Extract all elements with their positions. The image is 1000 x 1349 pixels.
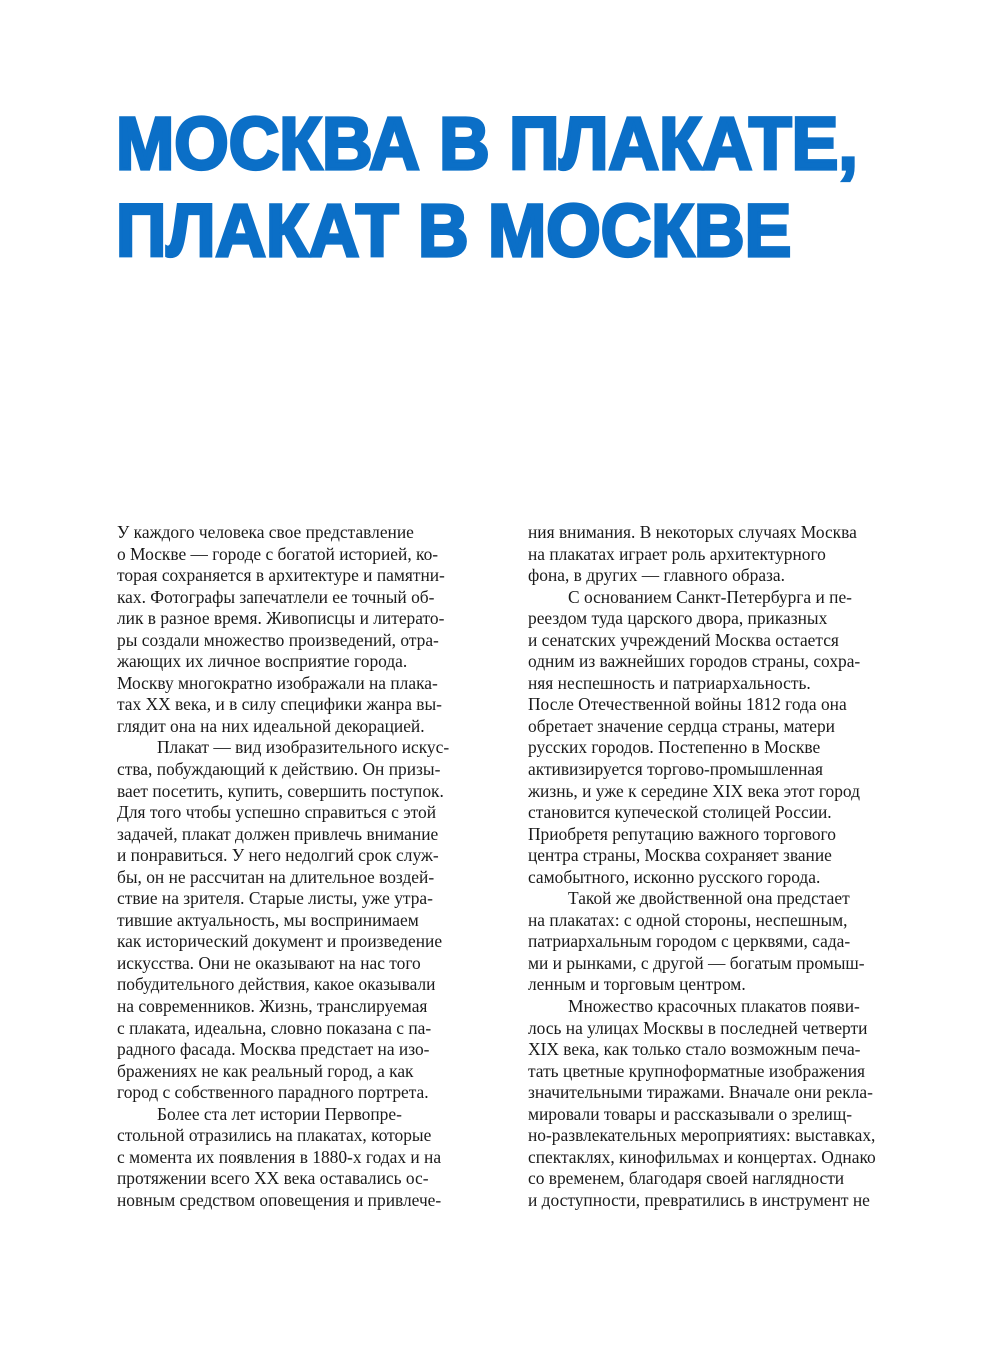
text-line: на плакатах: с одной стороны, неспешным,	[528, 909, 848, 930]
text-line: фона, в других — главного образа.	[528, 565, 785, 586]
text-line: ния внимания. В некоторых случаях Москва	[528, 522, 857, 542]
text-line: задачей, плакат должен привлечь внимание	[117, 823, 439, 844]
text-line: искусства. Они не оказывают на нас того	[117, 952, 421, 973]
text-line: жизнь, и уже к середине XIX века этот город	[528, 780, 860, 801]
text-line: бражениях не как реальный город, а как	[117, 1060, 414, 1081]
text-line: центра страны, Москва сохраняет звание	[528, 845, 832, 866]
paragraph-start-line: С основанием Санкт-Петербурга и пе-	[568, 586, 852, 607]
text-line: ленным и торговым центром.	[528, 974, 746, 995]
text-line: Приобретя репутацию важного торгового	[528, 823, 836, 844]
text-line: жающих их личное восприятие города.	[117, 651, 408, 672]
text-line: вает посетить, купить, совершить поступок.	[117, 780, 444, 801]
text-line: глядит она на них идеальной декорацией.	[117, 715, 425, 736]
text-line: становится купеческой столицей России.	[528, 802, 832, 823]
text-line: радного фасада. Москва предстает на изо-	[117, 1039, 430, 1060]
text-line: самобытного, исконно русского города.	[528, 866, 821, 887]
text-line: После Отечественной войны 1812 года она	[528, 694, 847, 715]
text-line: ми и рынками, с другой — богатым промыш-	[528, 952, 865, 973]
title-line-2: ПЛАКАТ В МОСКВЕ	[116, 189, 792, 272]
text-line: и доступности, превратились в инструмент не	[528, 1189, 870, 1210]
text-line: тах XX века, и в силу специфики жанра вы-	[117, 694, 442, 715]
text-line: город с собственного парадного портрета.	[117, 1082, 429, 1103]
text-line: побудительного действия, какое оказывали	[117, 974, 436, 995]
text-line: тившие актуальность, мы воспринимаем	[117, 909, 419, 930]
text-line: новным средством оповещения и привлече-	[117, 1189, 442, 1210]
paragraph-start-line: Такой же двойственной она предстает	[568, 888, 850, 909]
text-line: о Москве — городе с богатой историей, ко-	[117, 543, 439, 564]
page-title	[116, 100, 976, 274]
text-line: ры создали множество произведений, отра-	[117, 629, 439, 650]
text-line: но-развлекательных мероприятиях: выставках,	[528, 1125, 876, 1146]
text-line: на плакатах играет роль архитектурного	[528, 543, 826, 564]
text-line: няя неспешность и патриархальность.	[528, 672, 811, 693]
text-line: реездом туда царского двора, приказных	[528, 608, 828, 629]
text-line: со временем, благодаря своей наглядности	[528, 1168, 845, 1189]
text-line: тать цветные крупноформатные изображения	[528, 1060, 866, 1081]
text-line: ках. Фотографы запечатлели ее точный об-	[117, 586, 435, 607]
paragraph-start-line: Плакат — вид изобразительного искус-	[157, 737, 450, 758]
text-line: одним из важнейших городов страны, сохра-	[528, 651, 861, 672]
text-line: и сенатских учреждений Москва остается	[528, 629, 839, 650]
text-line: как исторический документ и произведение	[117, 931, 443, 952]
text-line: Москву многократно изображали на плака-	[117, 672, 438, 693]
text-line: лось на улицах Москвы в последней четверти	[528, 1017, 868, 1038]
text-line: с плаката, идеальна, словно показана с па-	[117, 1017, 432, 1038]
text-line: обретает значение сердца страны, матери	[528, 715, 835, 736]
text-line: Для того чтобы успешно справиться с этой	[117, 802, 437, 823]
text-line: ства, побуждающий к действию. Он призы-	[117, 759, 441, 780]
text-line: лик в разное время. Живописцы и литерато-	[117, 608, 445, 629]
text-line: патриархальным городом с церквями, сада-	[528, 931, 851, 952]
title-line-1: МОСКВА В ПЛАКАТЕ,	[116, 102, 858, 185]
body-column-left	[117, 522, 497, 1212]
text-line: и понравиться. У него недолгий срок служ-	[117, 845, 439, 866]
text-line: ствие на зрителя. Старые листы, уже утра-	[117, 888, 433, 909]
text-line: бы, он не рассчитан на длительное воздей-	[117, 866, 435, 887]
text-line: У каждого человека свое представление	[117, 522, 414, 542]
paragraph-start-line: Более ста лет истории Первопре-	[157, 1103, 402, 1124]
text-line: мировали товары и рассказывали о зрелищ-	[528, 1103, 853, 1124]
paragraph-start-line: Множество красочных плакатов появи-	[568, 996, 860, 1017]
text-line: протяжении всего XX века оставались ос-	[117, 1168, 429, 1189]
text-line: на современников. Жизнь, транслируемая	[117, 996, 428, 1017]
text-line: с момента их появления в 1880-х годах и на	[117, 1146, 442, 1167]
body-column-right	[528, 522, 913, 1212]
text-line: XIX века, как только стало возможным печа-	[528, 1039, 861, 1060]
text-line: стольной отразились на плакатах, которые	[117, 1125, 432, 1146]
text-line: спектаклях, кинофильмах и концертах. Однако	[528, 1146, 876, 1167]
text-line: активизируется торгово-промышленная	[528, 759, 823, 780]
text-line: торая сохраняется в архитектуре и памятни-	[117, 565, 445, 586]
text-line: значительными тиражами. Вначале они рекла-	[528, 1082, 873, 1103]
text-line: русских городов. Постепенно в Москве	[528, 737, 821, 758]
